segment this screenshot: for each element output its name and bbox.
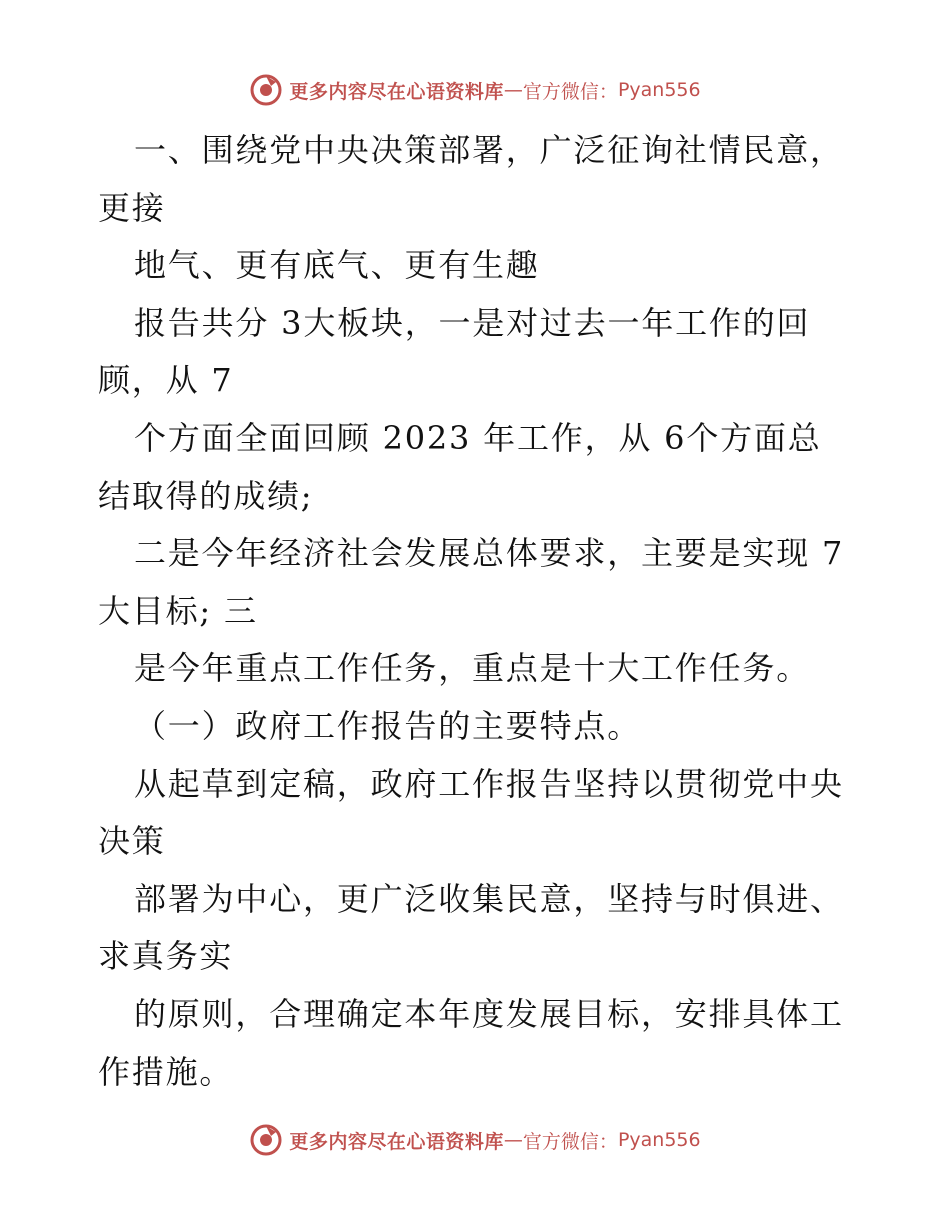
watermark-site-text: 更多内容尽在心语资料库	[289, 1130, 504, 1153]
body-line: 部署为中心，更广泛收集民意，坚持与时俱进、	[134, 879, 844, 918]
watermark-official-label: 官方微信：	[522, 1130, 618, 1153]
header-watermark	[0, 70, 950, 110]
body-line: 从起草到定稿，政府工作报告坚持以贯彻党中央	[134, 764, 844, 803]
document-body	[98, 122, 858, 1101]
watermark-dash: —	[503, 1129, 523, 1151]
watermark-official-label: 官方微信：	[522, 80, 618, 103]
body-line: 决策	[98, 822, 166, 861]
body-line: 一、围绕党中央决策部署，广泛征询社情民意，	[134, 131, 844, 169]
body-line: 二是今年经济社会发展总体要求，主要是实现 7	[134, 534, 845, 573]
body-line: 顾，从 7	[98, 361, 234, 400]
logo-icon	[249, 73, 283, 107]
body-line: 的原则，合理确定本年度发展目标，安排具体工	[134, 994, 844, 1033]
logo-icon	[249, 1123, 283, 1157]
watermark-dash: —	[503, 79, 523, 101]
body-line: 作措施。	[98, 1052, 234, 1091]
watermark-wechat-id: Pyan556	[617, 79, 701, 101]
body-line: 报告共分 3大板块，一是对过去一年工作的回	[134, 303, 811, 342]
body-line: 是今年重点工作任务，重点是十大工作任务。	[134, 649, 811, 688]
section-heading: （一）政府工作报告的主要特点。	[134, 706, 642, 745]
body-line: 更接	[98, 188, 166, 227]
body-line: 结取得的成绩;	[98, 476, 314, 515]
body-line: 求真务实	[98, 937, 234, 976]
watermark-site-text: 更多内容尽在心语资料库	[289, 80, 504, 103]
footer-watermark	[0, 1120, 950, 1160]
body-line: 个方面全面回顾 2023 年工作，从 6个方面总	[134, 418, 822, 457]
body-line: 地气、更有底气、更有生趣	[134, 246, 540, 285]
watermark-wechat-id: Pyan556	[617, 1129, 701, 1151]
body-line: 大目标; 三	[98, 591, 258, 630]
